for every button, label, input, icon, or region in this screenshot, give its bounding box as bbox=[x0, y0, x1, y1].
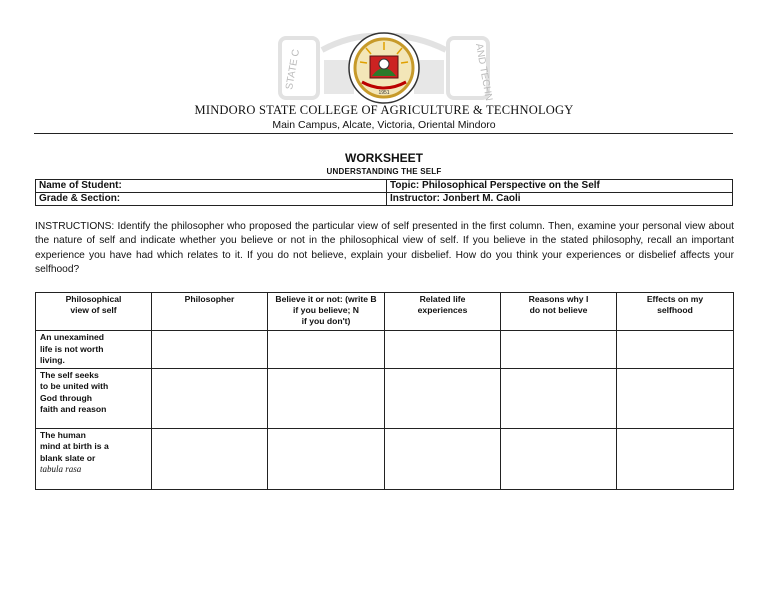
worksheet-subtitle: UNDERSTANDING THE SELF bbox=[326, 167, 442, 176]
college-name: MINDORO STATE COLLEGE OF AGRICULTURE & TECHNOLOGY bbox=[194, 103, 574, 117]
effects-cell[interactable] bbox=[617, 368, 734, 428]
view-cell bbox=[36, 428, 152, 489]
header-divider bbox=[34, 133, 733, 134]
header-believe-or-not: Believe it or not: (write B if you believe; N if you don't) bbox=[268, 293, 385, 331]
grade-section-field[interactable]: Grade & Section: bbox=[36, 193, 387, 206]
view-cell-italic: tabula rasa bbox=[40, 464, 82, 474]
header-philosopher: Philosopher bbox=[152, 293, 268, 331]
reasons-cell[interactable] bbox=[501, 368, 617, 428]
philosopher-cell[interactable] bbox=[152, 368, 268, 428]
header-reasons-not-believe: Reasons why I do not believe bbox=[501, 293, 617, 331]
reasons-cell[interactable] bbox=[501, 428, 617, 489]
instructions-paragraph: INSTRUCTIONS: Identify the philosopher who proposed the particular view of self presented in the first column. Then, examine your personal view about the nature of self and indicate whether you believe or not in the philosophical view of self. If you believe in the stated philosophy, recall an important experience you have had which relates to it. If you do not believe, explain your disbelief. How do you think your experiences or disbelief affects your selfhood? bbox=[35, 221, 734, 276]
view-cell: An unexamined life is not worth living. bbox=[36, 331, 152, 369]
instructor-field: Instructor: Jonbert M. Caoli bbox=[387, 193, 733, 206]
experience-cell[interactable] bbox=[385, 331, 501, 369]
believe-cell[interactable] bbox=[268, 331, 385, 369]
reasons-cell[interactable] bbox=[501, 331, 617, 369]
view-cell-text: The human mind at birth is a blank slate or bbox=[40, 429, 109, 463]
view-cell: The self seeks to be united with God through faith and reason bbox=[36, 368, 152, 428]
seal-text-left: STATE C bbox=[284, 48, 303, 91]
seal-text-right: AND TECHN bbox=[473, 42, 494, 102]
effects-cell[interactable] bbox=[617, 331, 734, 369]
believe-cell[interactable] bbox=[268, 368, 385, 428]
philosopher-cell[interactable] bbox=[152, 428, 268, 489]
header-effects-on-selfhood: Effects on my selfhood bbox=[617, 293, 734, 331]
header-philosophical-view: Philosophical view of self bbox=[36, 293, 152, 331]
header-related-experiences: Related life experiences bbox=[385, 293, 501, 331]
believe-cell[interactable] bbox=[268, 428, 385, 489]
table-row bbox=[36, 331, 734, 369]
campus-address: Main Campus, Alcate, Victoria, Oriental Mindoro bbox=[272, 119, 496, 131]
worksheet-table bbox=[35, 292, 734, 490]
experience-cell[interactable] bbox=[385, 368, 501, 428]
worksheet-title: WORKSHEET bbox=[345, 151, 423, 165]
experience-cell[interactable] bbox=[385, 428, 501, 489]
seal-year: 1951 bbox=[378, 90, 390, 96]
philosopher-cell[interactable] bbox=[152, 331, 268, 369]
college-seal-logo bbox=[262, 30, 506, 106]
topic-field: Topic: Philosophical Perspective on the Self bbox=[387, 180, 733, 193]
table-row bbox=[36, 428, 734, 489]
student-info-table bbox=[35, 179, 733, 206]
table-row bbox=[36, 368, 734, 428]
name-of-student-field[interactable]: Name of Student: bbox=[36, 180, 387, 193]
effects-cell[interactable] bbox=[617, 428, 734, 489]
